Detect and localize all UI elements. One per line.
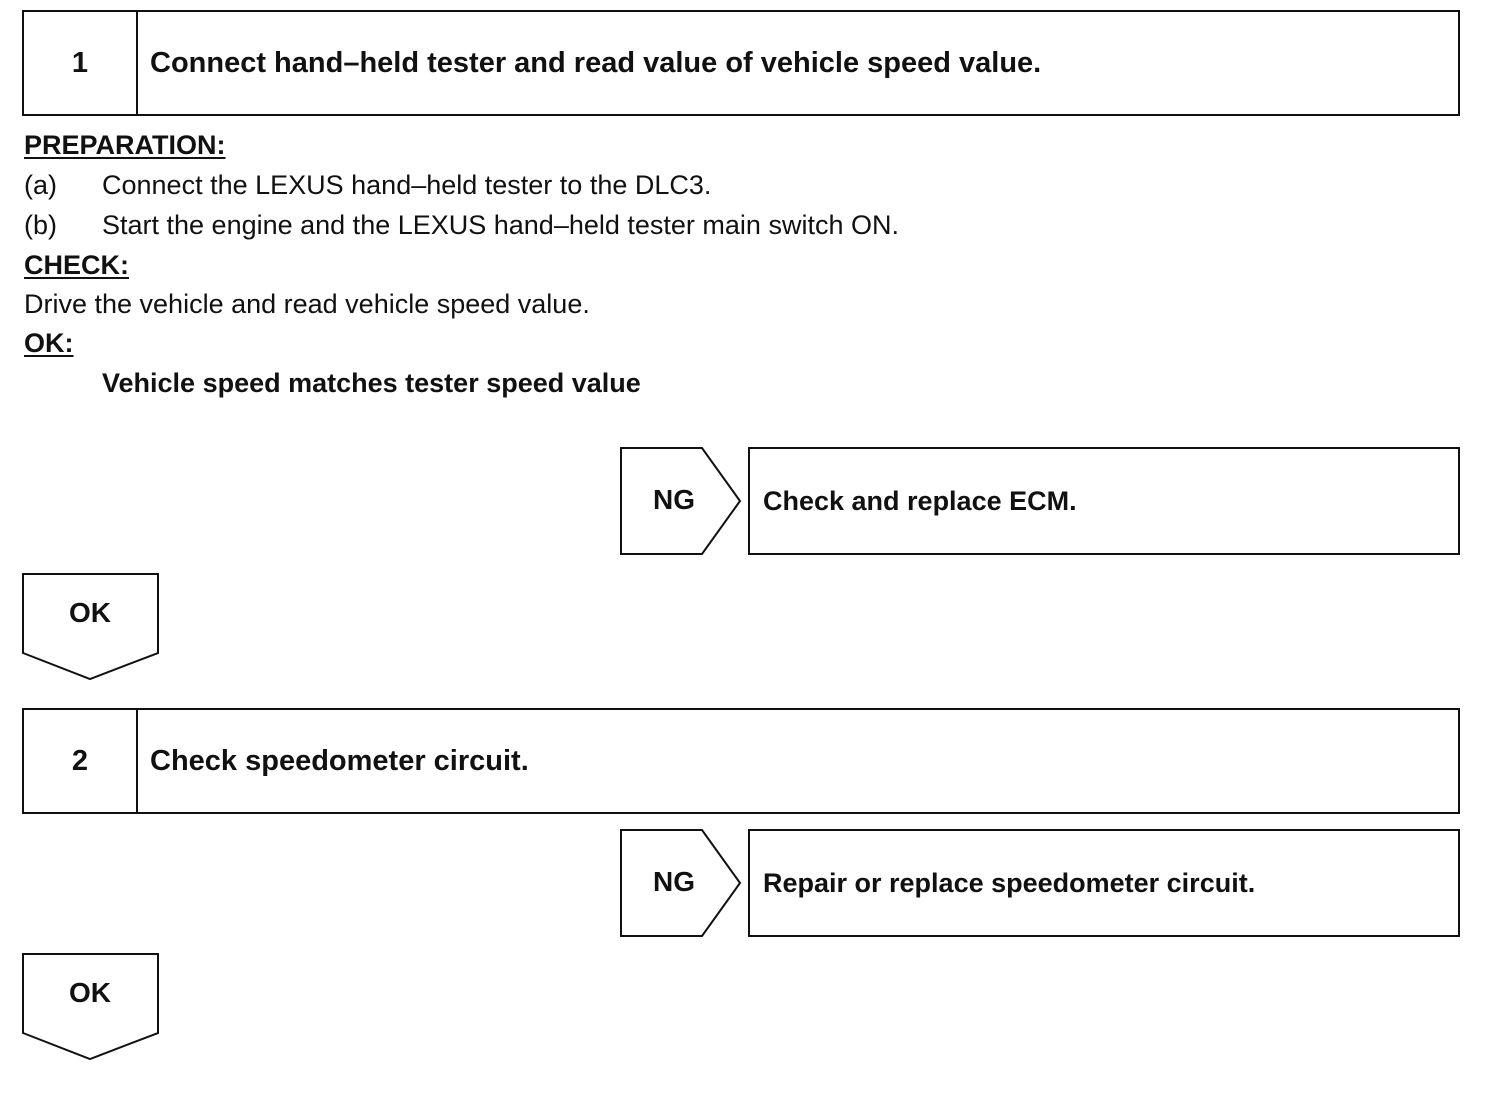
preparation-item-b-label: (b) <box>24 210 57 240</box>
ok-heading: OK: <box>24 328 74 358</box>
ng-action-box-1: Check and replace ECM. <box>748 447 1460 555</box>
preparation-item-a-label: (a) <box>24 170 57 200</box>
ng-label-2: NG <box>653 866 695 897</box>
preparation-item-a-text: Connect the LEXUS hand–held tester to the DLC3. <box>102 170 712 200</box>
ng-action-box-2: Repair or replace speedometer circuit. <box>748 829 1460 937</box>
step-1-number: 1 <box>24 12 138 114</box>
ok-label-2: OK <box>69 977 111 1008</box>
preparation-item-b-text: Start the engine and the LEXUS hand–held tester main switch ON. <box>102 210 899 240</box>
check-heading: CHECK: <box>24 250 129 280</box>
preparation-item-a <box>24 170 711 201</box>
preparation-item-b <box>24 210 899 241</box>
step-2-number: 2 <box>24 710 138 812</box>
ng-label-1: NG <box>653 484 695 515</box>
step-2-header <box>22 708 1460 814</box>
step-1-title: Connect hand–held tester and read value of vehicle speed value. <box>150 46 1042 79</box>
step-2-title: Check speedometer circuit. <box>150 744 529 777</box>
ok-criteria-text: Vehicle speed matches tester speed value <box>102 368 641 398</box>
step-1-header <box>22 10 1460 116</box>
check-text: Drive the vehicle and read vehicle speed value. <box>24 289 590 319</box>
preparation-heading: PREPARATION: <box>24 130 226 160</box>
ok-label-1: OK <box>69 597 111 628</box>
